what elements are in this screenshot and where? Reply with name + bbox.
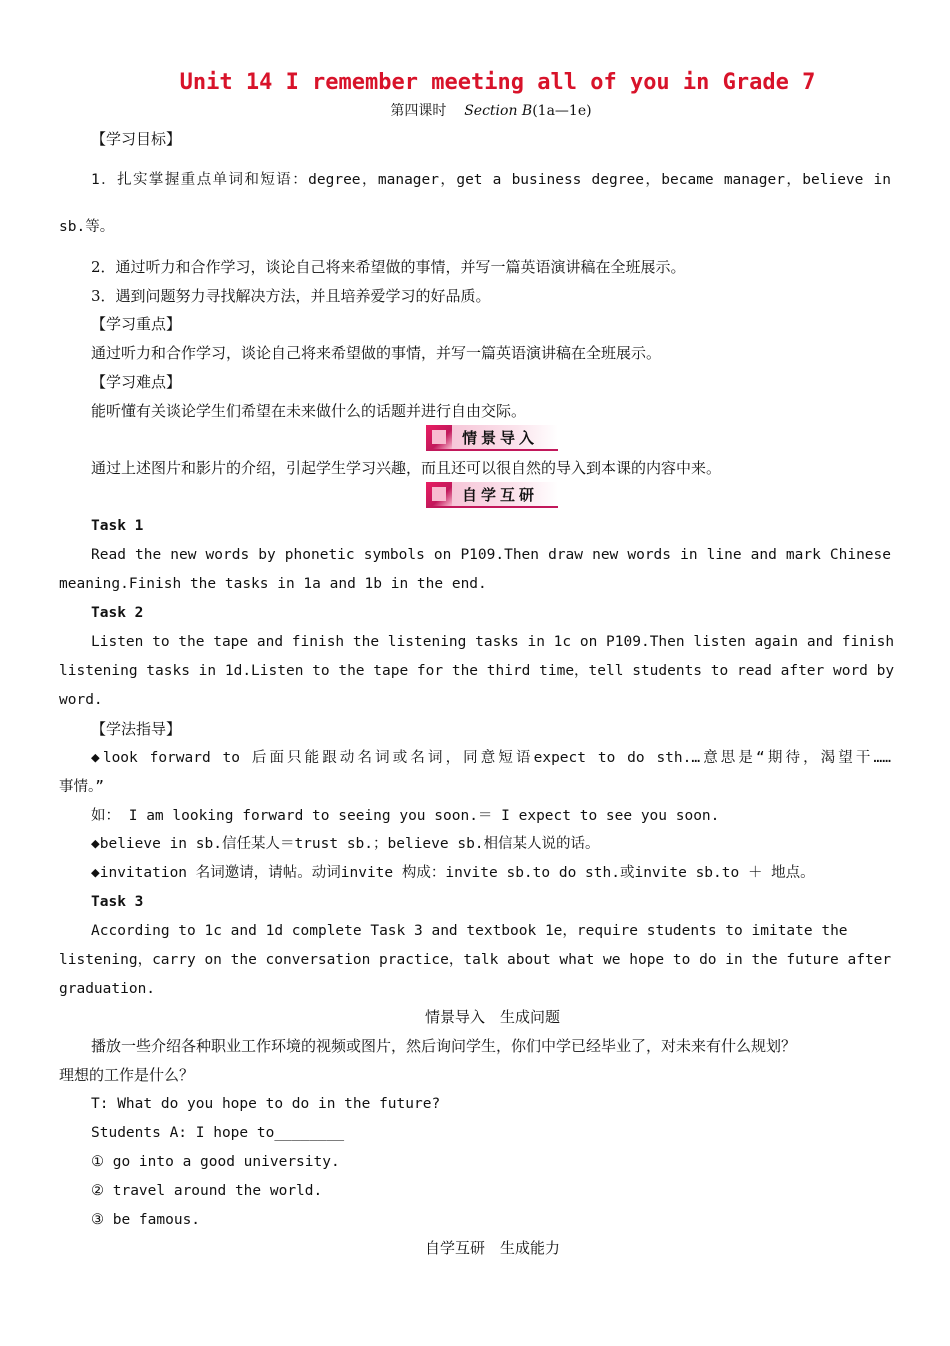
option-3: ③ be famous. [91, 1212, 201, 1228]
section-2-heading: 自学互研 生成能力 [424, 1239, 560, 1257]
task-3-line-2: listening，carry on the conversation practice，talk about what we hope to do in the future after [59, 952, 892, 968]
task-2-heading: Task 2 [91, 605, 144, 621]
banner-label: 自学互研 [462, 486, 539, 504]
objective-3: 3．遇到问题努力寻找解决方法，并且培养爱学习的好品质。 [91, 287, 491, 305]
task-2-line-1: Listen to the tape and finish the listening tasks in 1c on P109.Then listen again and finish [91, 634, 895, 650]
guide-bullet-3: ◆invitation 名词邀请，请帖。动词invite 构成：invite sb.to do sth.或invite sb.to ＋ 地点。 [91, 865, 815, 881]
guide-example: 如： I am looking forward to seeing you soon.＝ I expect to see you soon. [91, 808, 720, 824]
objective-1-line-1: 1．扎实掌握重点单词和短语：degree，manager，get a business degree，became manager，believe in [91, 172, 891, 188]
task-2-line-2: listening tasks in 1d.Listen to the tape for the third time，tell students to read after word by [59, 663, 895, 679]
page-title: Unit 14 I remember meeting all of you in Grade 7 [179, 70, 816, 95]
option-2: ② travel around the world. [91, 1183, 323, 1199]
task-1-line-2: meaning.Finish the tasks in 1a and 1b in the end. [59, 576, 487, 592]
objective-1-line-2: sb.等。 [59, 219, 115, 235]
section-banner-intro [426, 425, 558, 451]
banner-square-icon [426, 425, 452, 449]
guide-heading: 【学法指导】 [91, 720, 182, 738]
section-1-line-2: 理想的工作是什么？ [59, 1066, 195, 1084]
option-1: ① go into a good university. [91, 1154, 340, 1170]
section-1-heading: 情景导入 生成问题 [424, 1008, 560, 1026]
intro-text: 通过上述图片和影片的介绍，引起学生学习兴趣，而且还可以很自然的导入到本课的内容中来。 [91, 459, 722, 477]
section-banner-self-study [426, 482, 558, 508]
section-range: (1a—1e) [532, 103, 592, 119]
focus-heading: 【学习重点】 [91, 315, 182, 333]
focus-text: 通过听力和合作学习，谈论自己将来希望做的事情，并写一篇英语演讲稿在全班展示。 [91, 344, 662, 362]
banner-label: 情景导入 [462, 429, 539, 447]
difficulty-heading: 【学习难点】 [91, 373, 182, 391]
objectives-heading: 【学习目标】 [91, 130, 182, 148]
task-3-line-1: According to 1c and 1d complete Task 3 and textbook 1e，require students to imitate the [91, 923, 848, 939]
objective-2: 2．通过听力和合作学习，谈论自己将来希望做的事情，并写一篇英语演讲稿在全班展示。 [91, 258, 686, 276]
guide-bullet-1-line-1: ◆look forward to 后面只能跟动名词或名词，同意短语expect to do sth.…意思是“期待，渴望干…… [91, 750, 891, 766]
task-3-line-3: graduation. [59, 981, 156, 997]
student-answer: Students A: I hope to________ [91, 1125, 345, 1141]
section-label: Section B [464, 103, 533, 119]
task-3-heading: Task 3 [91, 894, 144, 910]
guide-bullet-1-line-2: 事情。” [59, 779, 104, 795]
teacher-question: T: What do you hope to do in the future? [91, 1096, 441, 1112]
lesson-label: 第四课时 [390, 103, 447, 119]
difficulty-text: 能听懂有关谈论学生们希望在未来做什么的话题并进行自由交际。 [91, 402, 527, 420]
section-1-line-1: 播放一些介绍各种职业工作环境的视频或图片，然后询问学生，你们中学已经毕业了，对未来有什么规划？ [91, 1037, 797, 1055]
guide-bullet-2: ◆believe in sb.信任某人＝trust sb.；believe sb.相信某人说的话。 [91, 836, 600, 852]
task-1-line-1: Read the new words by phonetic symbols on P109.Then draw new words in line and mark Chinese [91, 547, 891, 563]
page-subtitle [0, 101, 950, 121]
banner-square-icon [426, 482, 452, 506]
task-1-heading: Task 1 [91, 518, 144, 534]
task-2-line-3: word. [59, 692, 103, 708]
